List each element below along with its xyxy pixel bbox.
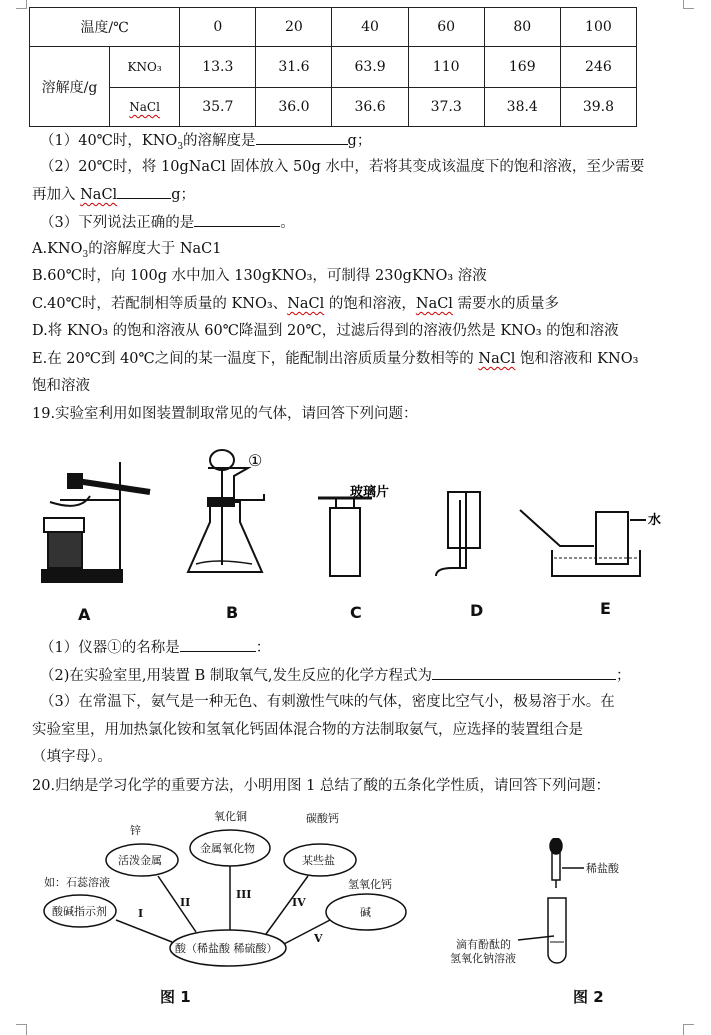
acid-label: 稀盐酸 bbox=[586, 862, 619, 875]
substance-label: KNO₃ bbox=[109, 47, 179, 88]
page-corner-mark bbox=[16, 1024, 27, 1035]
figure1-acid-properties bbox=[30, 808, 470, 983]
substance-label: NaCl bbox=[129, 100, 160, 114]
roman-4: IV bbox=[292, 896, 306, 909]
roman-2: II bbox=[180, 896, 191, 909]
q18-option-d: D.将 KNO₃ 的饱和溶液从 60℃降温到 20℃，过滤后得到的溶液仍然是 KNO₃ 的饱和溶液 bbox=[32, 323, 619, 339]
roman-5: V bbox=[314, 932, 323, 945]
table-cell: 63.9 bbox=[332, 47, 408, 88]
solution-label-1: 滴有酚酞的 bbox=[456, 938, 511, 951]
table-cell: 80 bbox=[484, 8, 560, 47]
apparatus-a-icon bbox=[42, 462, 150, 582]
label-e: E bbox=[600, 599, 611, 618]
acid-center-label: 酸（稀盐酸 稀硫酸） bbox=[175, 942, 278, 955]
node5-example: 氢氧化钙 bbox=[348, 878, 392, 891]
page-corner-mark bbox=[16, 0, 27, 9]
solubility-row-label: 溶解度/g bbox=[30, 47, 110, 127]
glass-label: 玻璃片 bbox=[350, 485, 390, 500]
circle-one-label: ① bbox=[248, 451, 263, 470]
roman-3: III bbox=[236, 888, 252, 901]
q18-option-e: E.在 20℃到 40℃之间的某一温度下，能配制出溶质质量分数相等的 NaCl 饱和溶液和 KNO₃ bbox=[32, 351, 639, 367]
figure1-caption: 图 1 bbox=[160, 988, 191, 1006]
q18-part2-cont: 再加入 NaCl g； bbox=[32, 184, 195, 205]
q19-part1: （1）仪器①的名称是 ： bbox=[40, 637, 270, 658]
figure2-titration bbox=[450, 838, 620, 968]
table-cell: 35.7 bbox=[180, 88, 256, 127]
figure2-caption: 图 2 bbox=[573, 988, 604, 1006]
page-corner-mark bbox=[683, 1024, 694, 1035]
q18-option-e-cont: 饱和溶液 bbox=[32, 378, 90, 394]
q19-part3-end: （填字母）。 bbox=[32, 749, 112, 765]
table-cell: 110 bbox=[408, 47, 484, 88]
q19-part2: （2)在实验室里,用装置 B 制取氧气,发生反应的化学方程式为 ； bbox=[40, 665, 630, 686]
table-cell: 20 bbox=[256, 8, 332, 47]
node2-label: 活泼金属 bbox=[118, 854, 162, 867]
node5-label: 碱 bbox=[360, 906, 371, 919]
label-d: D bbox=[470, 601, 484, 620]
q18-part1: （1）40℃时，$KNO_3$的溶解度是 g； bbox=[40, 130, 371, 157]
q18-option-c: C.40℃时，若配制相等质量的 KNO₃、NaCl 的饱和溶液，NaCl 需要水的质量多 bbox=[32, 296, 560, 312]
apparatus-figure bbox=[30, 440, 690, 630]
apparatus-e-icon bbox=[520, 510, 646, 576]
table-cell: 169 bbox=[484, 47, 560, 88]
table-cell: 60 bbox=[408, 8, 484, 47]
q19-title: 19.实验室利用如图装置制取常见的气体，请回答下列问题： bbox=[32, 406, 418, 422]
q18-part3: （3）下列说法正确的是 。 bbox=[40, 212, 295, 233]
table-cell: 39.8 bbox=[560, 88, 636, 127]
q20-title: 20.归纳是学习化学的重要方法，小明用图 1 总结了酸的五条化学性质，请回答下列问题： bbox=[32, 778, 610, 794]
node3-label: 金属氧化物 bbox=[200, 842, 255, 855]
table-cell: 0 bbox=[180, 8, 256, 47]
table-cell: 36.6 bbox=[332, 88, 408, 127]
apparatus-c-icon bbox=[318, 498, 372, 576]
temperature-header: 温度/℃ bbox=[30, 8, 180, 47]
table-cell: 246 bbox=[560, 47, 636, 88]
node2-example: 锌 bbox=[130, 824, 141, 837]
label-c: C bbox=[350, 603, 362, 622]
solubility-table bbox=[29, 7, 637, 127]
table-cell: 37.3 bbox=[408, 88, 484, 127]
node4-example: 碳酸钙 bbox=[306, 812, 339, 825]
solution-label-2: 氢氧化钠溶液 bbox=[450, 952, 516, 965]
node1-label: 酸碱指示剂 bbox=[52, 905, 107, 918]
node4-label: 某些盐 bbox=[302, 854, 335, 867]
q19-part3: （3）在常温下，氨气是一种无色、有刺激性气味的气体，密度比空气小，极易溶于水。在 bbox=[40, 694, 615, 710]
table-cell: 31.6 bbox=[256, 47, 332, 88]
table-cell: 13.3 bbox=[180, 47, 256, 88]
table-cell: 38.4 bbox=[484, 88, 560, 127]
q19-part3-cont: 实验室里，用加热氯化铵和氢氧化钙固体混合物的方法制取氨气，应选择的装置组合是 bbox=[32, 722, 583, 738]
node1-example: 如：石蕊溶液 bbox=[44, 876, 110, 889]
label-a: A bbox=[78, 605, 91, 624]
node3-example: 氧化铜 bbox=[214, 810, 247, 823]
water-label: 水 bbox=[648, 513, 662, 528]
table-cell: 36.0 bbox=[256, 88, 332, 127]
label-b: B bbox=[226, 603, 239, 622]
table-cell: 100 bbox=[560, 8, 636, 47]
q18-part2: （2）20℃时，将 10gNaCl 固体放入 50g 水中，若将其变成该温度下的饱和溶液，至少需要 bbox=[40, 159, 645, 175]
table-cell: 40 bbox=[332, 8, 408, 47]
apparatus-d-icon bbox=[436, 492, 480, 576]
page-corner-mark bbox=[683, 0, 694, 9]
q18-option-b: B.60℃时，向 100g 水中加入 130gKNO₃，可制得 230gKNO₃ 溶液 bbox=[32, 268, 487, 284]
roman-1: I bbox=[138, 907, 144, 920]
q18-option-a: $A.KNO_3$的溶解度大于 NaC1 bbox=[32, 241, 222, 260]
